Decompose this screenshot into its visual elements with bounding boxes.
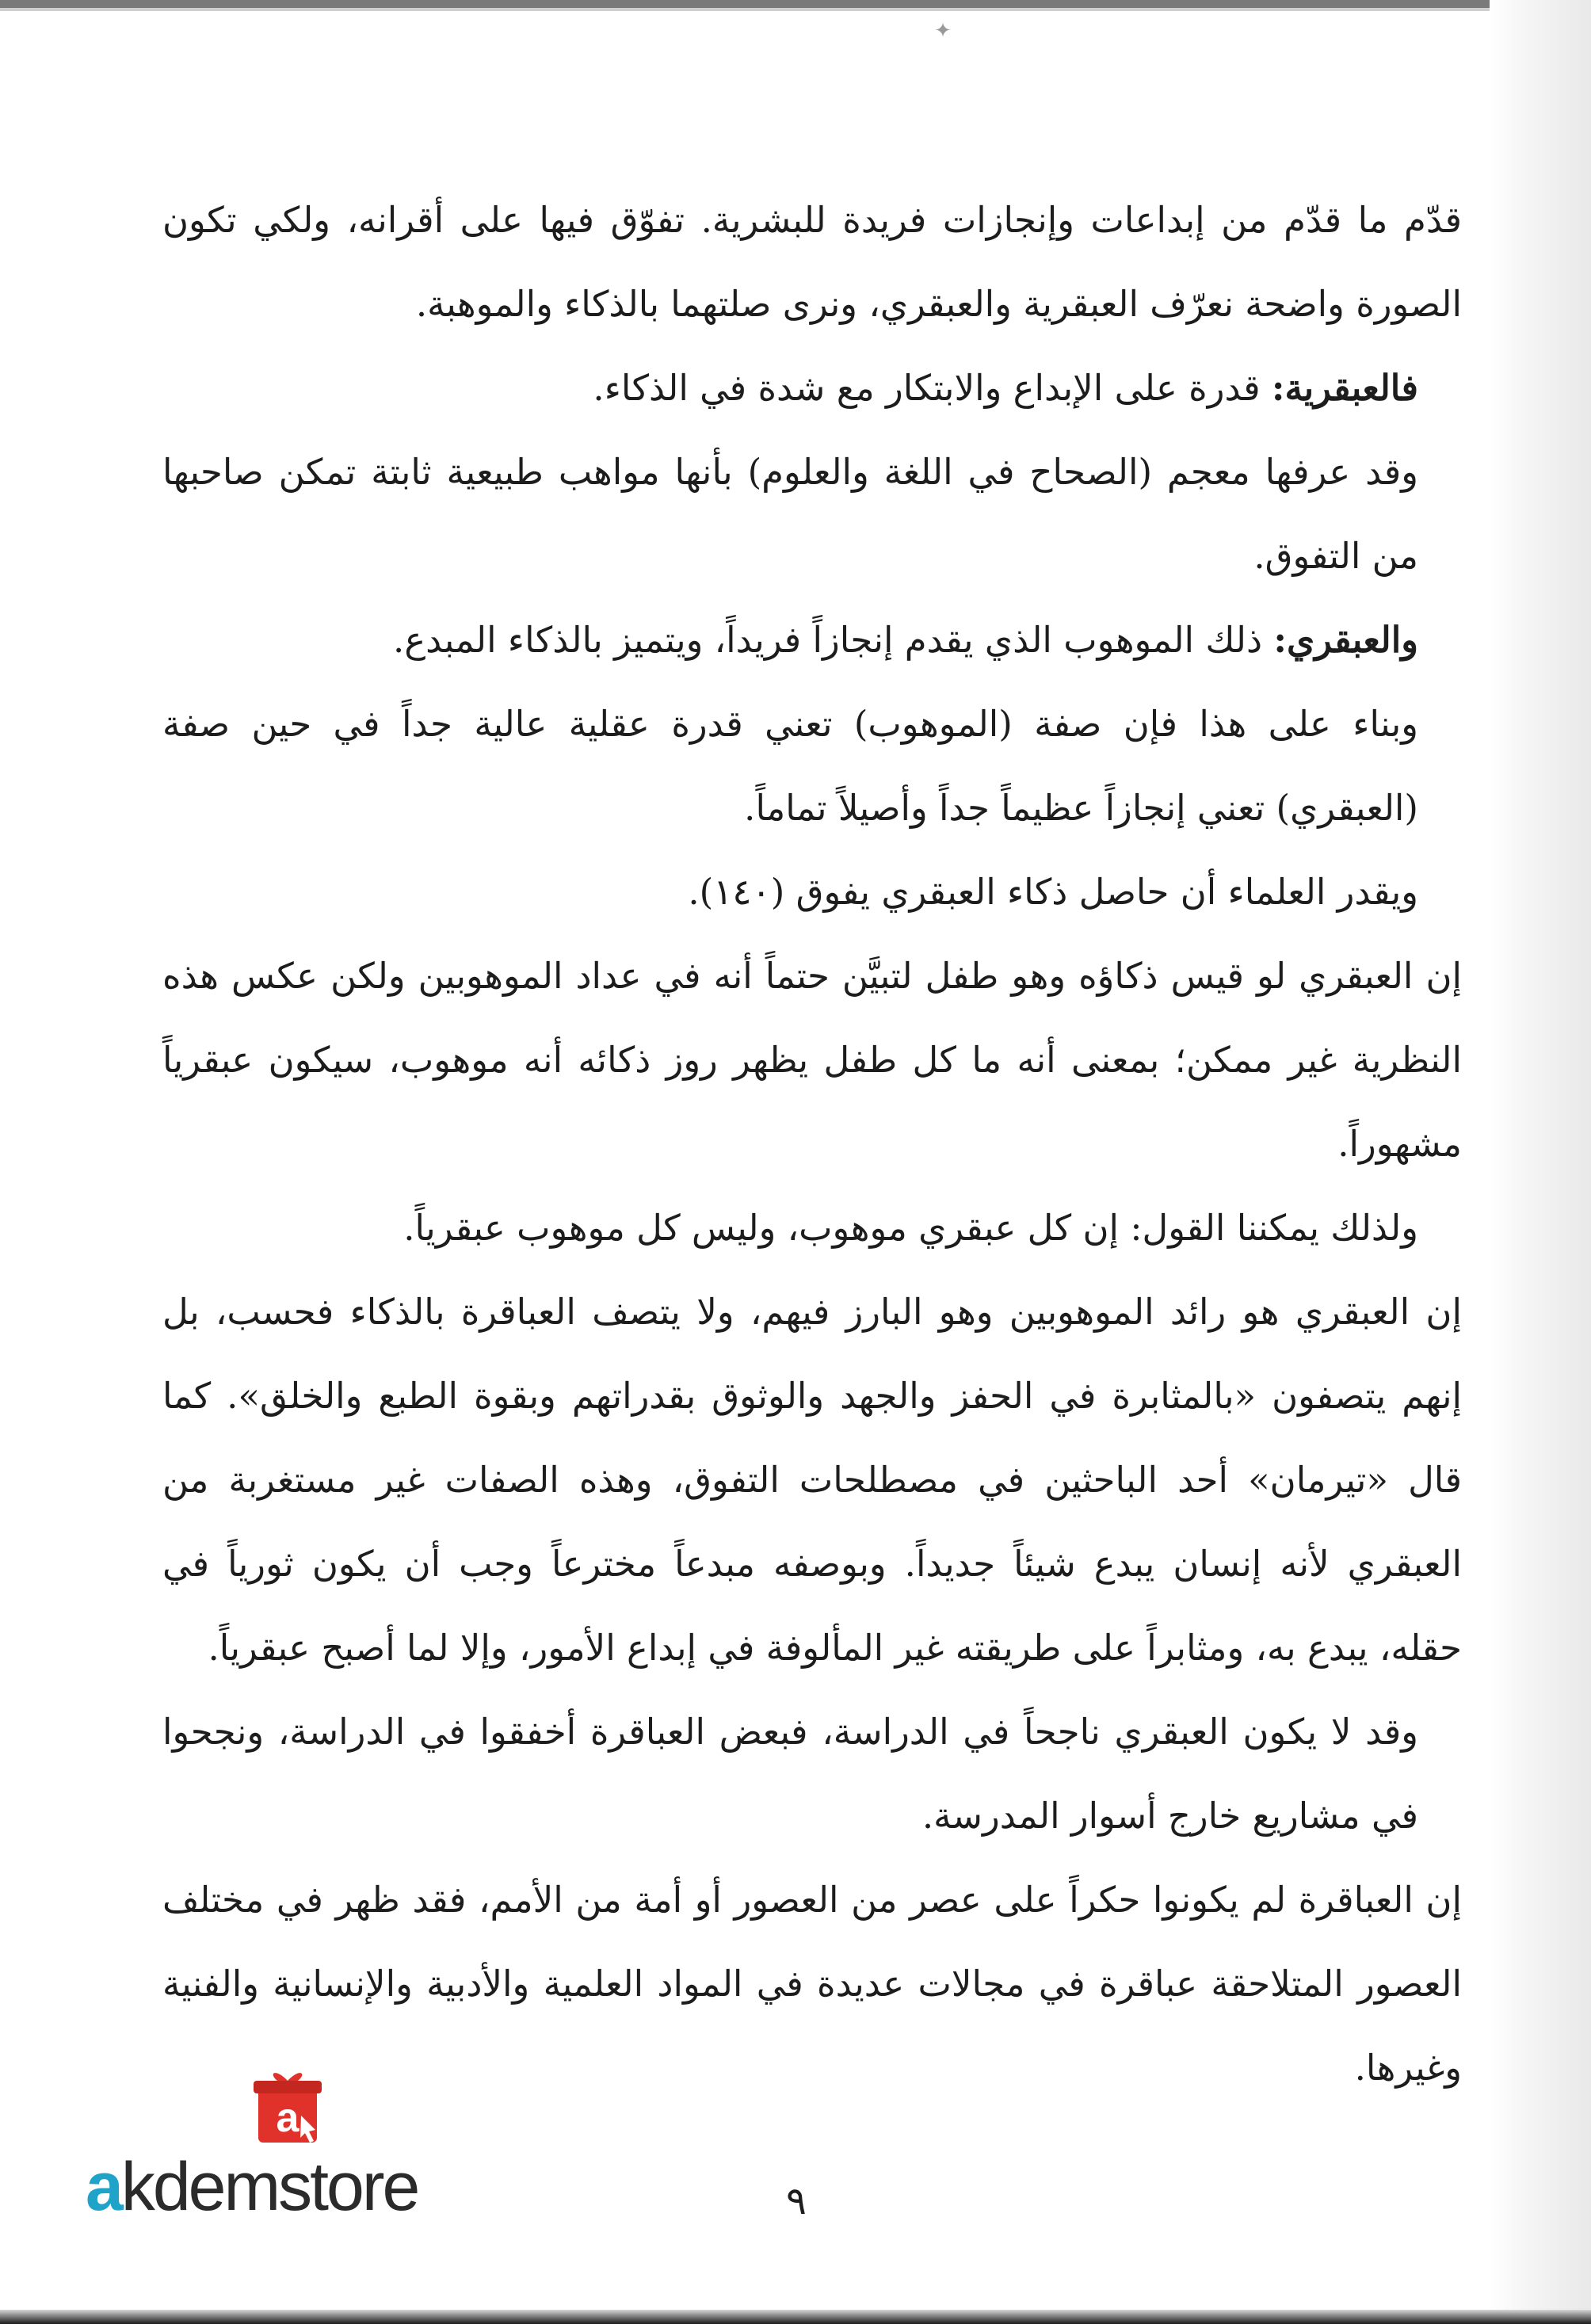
page-number: ٩: [786, 2179, 807, 2223]
logo-mark-letter: a: [276, 2095, 300, 2141]
paragraph-text: قدرة على الإبداع والابتكار مع شدة في الذكاء.: [593, 367, 1272, 409]
paragraph-text: وبناء على هذا فإن صفة (الموهوب) تعني قدرة عقلية عالية جداً في حين صفة (العبقري) تعني إنجازاً عظيماً جداً وأصيلاً تماماً.: [162, 703, 1418, 829]
paragraph-10: [162, 1690, 1462, 1858]
page-body: [162, 178, 1462, 2110]
paragraph-text: ذلك الموهوب الذي يقدم إنجازاً فريداً، ويتميز بالذكاء المبدع.: [393, 619, 1274, 661]
paragraph-text: ويقدر العلماء أن حاصل ذكاء العبقري يفوق (١٤٠).: [688, 871, 1418, 913]
paragraph-text: وقد عرفها معجم (الصحاح في اللغة والعلوم) بأنها مواهب طبيعية ثابتة تمكن صاحبها من التفوق.: [162, 451, 1418, 577]
paragraph-text: إن العبقري هو رائد الموهوبين وهو البارز فيهم، ولا يتصف العباقرة بالذكاء فحسب، بل إنهم يتصفون «بالمثابرة في الحفز والجهد والوثوق بقدراتهم وبقوة الطبع والخلق». كما قال «تيرمان» أحد الباحثين في مصطلحات التفوق، وهذه الصفات غير مستغربة من العبقري لأنه إنسان يبدع شيئاً جديداً. وبوصفه مبدعاً مخترعاً وجب أن يكون ثورياً في حقله، يبدع به، ومثابراً على طريقته غير المألوفة في إبداع الأمور، وإلا لما أصبح عبقرياً.: [162, 1291, 1462, 1669]
paragraph-text: وقد لا يكون العبقري ناجحاً في الدراسة، فبعض العباقرة أخفقوا في الدراسة، ونجحوا في مشاريع خارج أسوار المدرسة.: [162, 1711, 1418, 1837]
paragraph-2: [162, 346, 1462, 430]
book-gift-icon: [244, 2068, 331, 2155]
scan-bottom-edge: [0, 2310, 1591, 2324]
paragraph-6: [162, 850, 1462, 934]
paragraph-text: إن العبقري لو قيس ذكاؤه وهو طفل لتبيَّن حتماً أنه في عداد الموهوبين ولكن عكس هذه النظرية غير ممكن؛ بمعنى أنه ما كل طفل يظهر روز ذكائه أنه موهوب، سيكون عبقرياً مشهوراً.: [162, 955, 1462, 1165]
paragraph-1: [162, 178, 1462, 346]
paragraph-text: إن العباقرة لم يكونوا حكراً على عصر من العصور أو أمة من الأمم، فقد ظهر في مختلف العصور المتلاحقة عباقرة في مجالات عديدة في المواد العلمية والأدبية والإنسانية والفنية وغيرها.: [162, 1879, 1462, 2089]
term-genius-quality: فالعبقرية:: [1271, 367, 1418, 409]
brand-wordmark: [86, 2147, 498, 2227]
paragraph-text: قدّم ما قدّم من إبداعات وإنجازات فريدة للبشرية. تفوّق فيها على أقرانه، ولكي تكون الصورة واضحة نعرّف العبقرية والعبقري، ونرى صلتهما بالذكاء والموهبة.: [162, 199, 1462, 325]
paragraph-3: [162, 430, 1462, 598]
paragraph-7: [162, 934, 1462, 1186]
ink-ornament: ✦: [934, 19, 952, 43]
paragraph-4: [162, 598, 1462, 682]
paragraph-text: ولذلك يمكننا القول: إن كل عبقري موهوب، وليس كل موهوب عبقرياً.: [403, 1207, 1418, 1249]
brand-prefix: a: [86, 2149, 121, 2225]
scan-top-edge-light: [0, 8, 1490, 11]
paragraph-9: [162, 1270, 1462, 1690]
scan-top-edge: [0, 0, 1490, 8]
akdemstore-watermark: [86, 2068, 498, 2227]
paragraph-5: [162, 682, 1462, 850]
scan-right-shadow: [1490, 0, 1591, 2324]
paragraph-8: [162, 1186, 1462, 1270]
term-genius-person: والعبقري:: [1273, 619, 1418, 661]
brand-rest: kdemstore: [120, 2149, 418, 2225]
